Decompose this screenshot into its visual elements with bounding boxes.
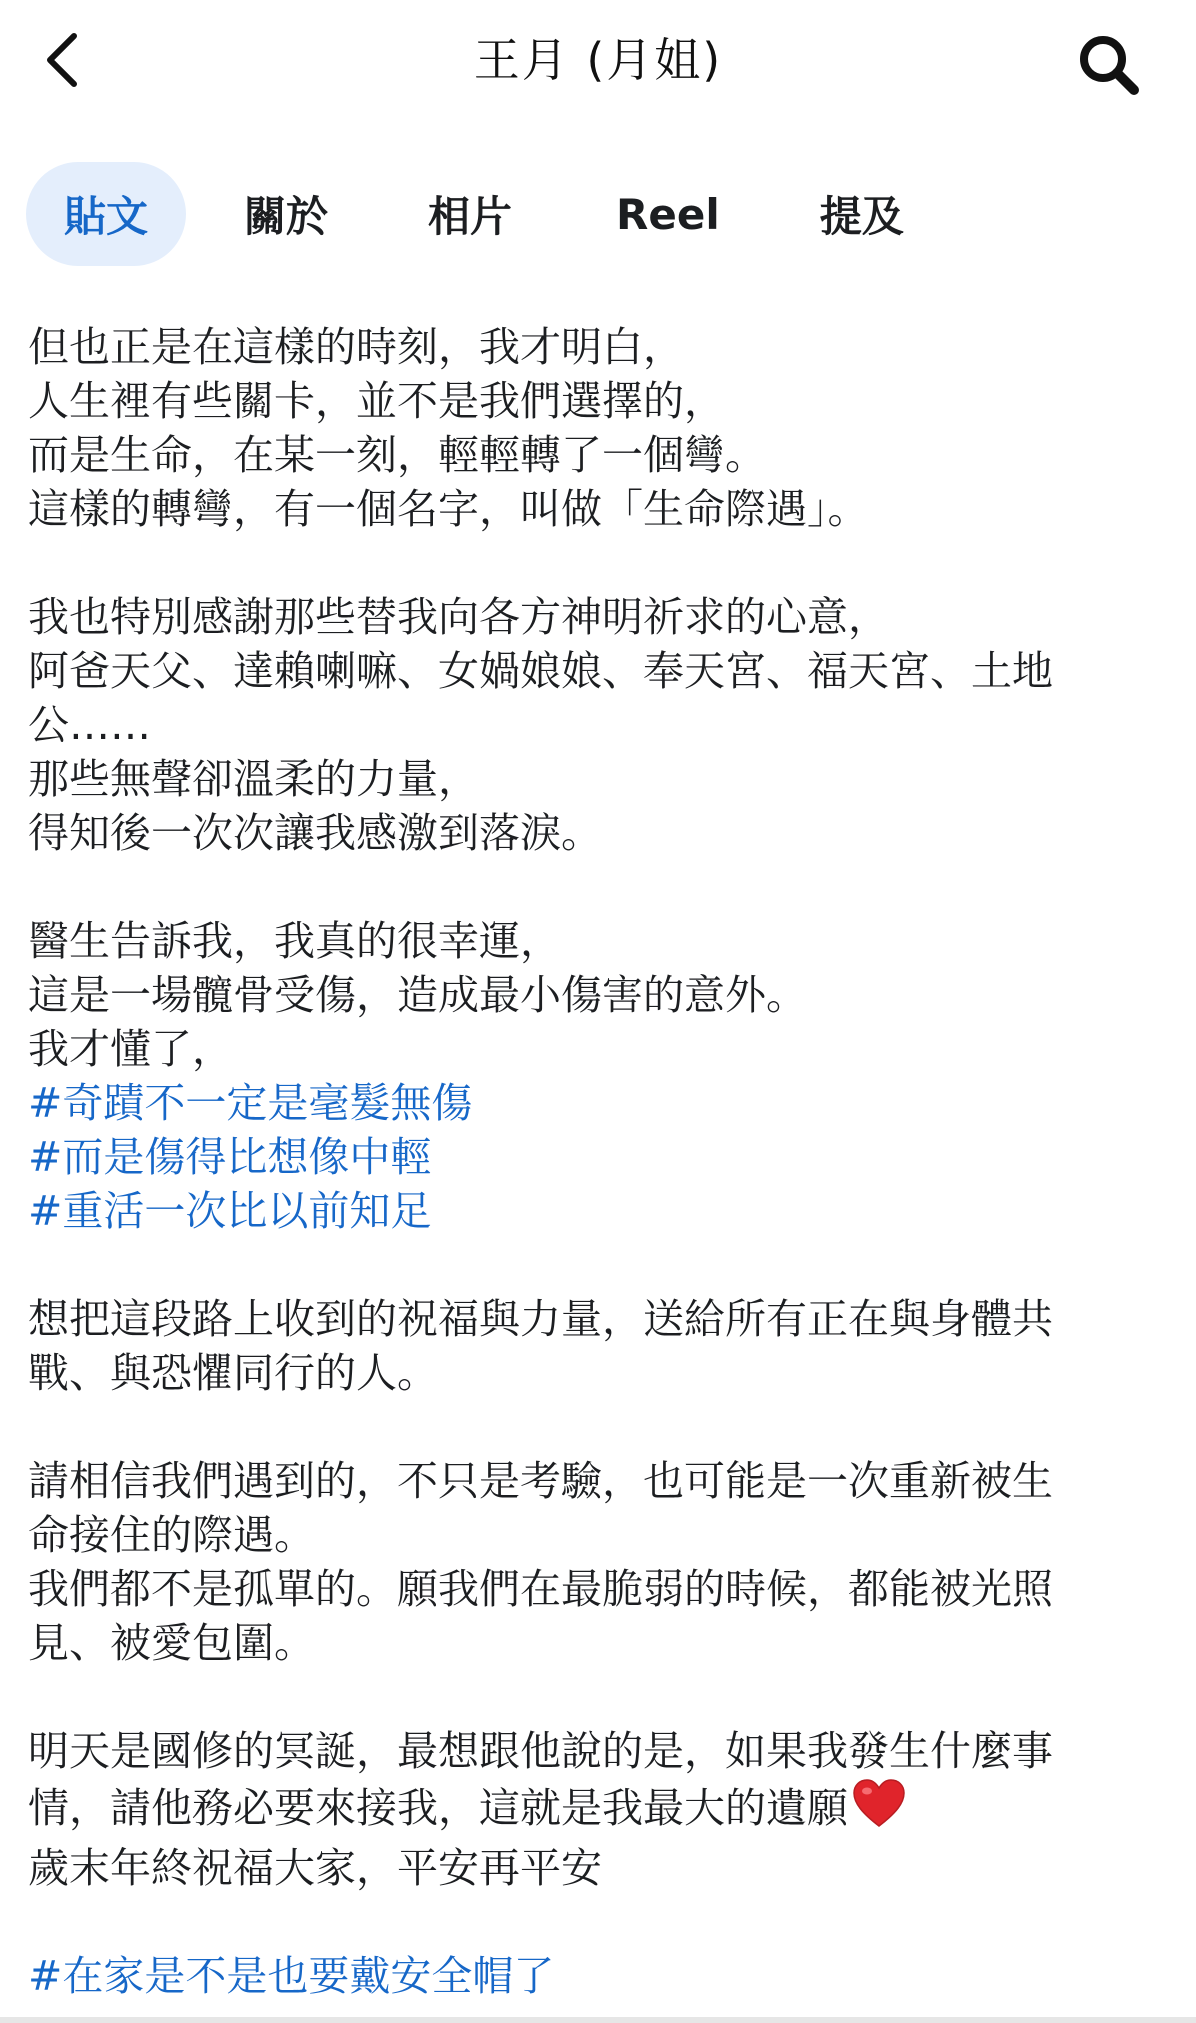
hashtag-link[interactable]: #奇蹟不一定是毫髮無傷	[28, 1079, 473, 1127]
post-line: 那些無聲卻溫柔的力量，	[28, 755, 479, 803]
paragraph-gap	[28, 860, 1168, 914]
post-line: 見、被愛包圍。	[28, 1619, 315, 1667]
post-line: 得知後一次次讓我感激到落淚。	[28, 809, 602, 857]
tab-posts[interactable]: 貼文	[26, 162, 186, 266]
tab-about[interactable]: 關於	[244, 192, 329, 241]
post-line: 醫生告訴我，我真的很幸運，	[28, 917, 561, 965]
post-line: 命接住的際遇。	[28, 1511, 315, 1559]
search-button[interactable]	[1070, 26, 1146, 102]
post-line: 我才懂了，	[28, 1025, 233, 1073]
post-body	[28, 320, 1168, 2003]
search-icon	[1076, 32, 1140, 96]
tab-reels[interactable]: Reel	[616, 189, 720, 239]
hashtag-link[interactable]: #而是傷得比想像中輕	[28, 1133, 432, 1181]
hashtag-link[interactable]: #重活一次比以前知足	[28, 1187, 432, 1235]
paragraph-gap	[28, 1670, 1168, 1724]
post-line: 這樣的轉彎，有一個名字，叫做「生命際遇」。	[28, 485, 869, 533]
paragraph-gap	[28, 1238, 1168, 1292]
profile-tabs	[26, 160, 904, 268]
paragraph-gap	[28, 1400, 1168, 1454]
hashtag-link[interactable]: #在家是不是也要戴安全帽了	[28, 1952, 555, 2000]
paragraph-gap	[28, 1895, 1168, 1949]
post-line: 我也特別感謝那些替我向各方神明祈求的心意，	[28, 593, 889, 641]
divider	[0, 2017, 1196, 2023]
post-line: 請相信我們遇到的，不只是考驗，也可能是一次重新被生	[28, 1457, 1053, 1505]
tab-photos[interactable]: 相片	[428, 192, 513, 241]
post-line: 這是一場髖骨受傷，造成最小傷害的意外。	[28, 971, 807, 1019]
post-line: 公……	[28, 701, 151, 749]
post-line: 歲末年終祝福大家，平安再平安	[28, 1844, 602, 1892]
post-line: 戰、與恐懼同行的人。	[28, 1349, 438, 1397]
post-line: 想把這段路上收到的祝福與力量，送給所有正在與身體共	[28, 1295, 1053, 1343]
red-heart-icon	[852, 1778, 906, 1841]
post-line: 而是生命，在某一刻，輕輕轉了一個彎。	[28, 431, 766, 479]
paragraph-gap	[28, 536, 1168, 590]
post-line: 人生裡有些關卡，並不是我們選擇的，	[28, 377, 725, 425]
post-line-text: 情，請他務必要來接我，這就是我最大的遺願	[28, 1784, 848, 1832]
tab-mentions[interactable]: 提及	[819, 192, 904, 241]
post-line-with-emoji	[28, 1778, 1168, 1841]
post-line: 我們都不是孤單的。願我們在最脆弱的時候，都能被光照	[28, 1565, 1053, 1613]
top-bar	[0, 0, 1196, 120]
post-line: 阿爸天父、達賴喇嘛、女媧娘娘、奉天宮、福天宮、土地	[28, 647, 1053, 695]
page-title: 王月 (月姐)	[473, 33, 723, 87]
post-line: 但也正是在這樣的時刻，我才明白，	[28, 323, 684, 371]
post-line: 明天是國修的冥誕，最想跟他說的是，如果我發生什麼事	[28, 1727, 1053, 1775]
